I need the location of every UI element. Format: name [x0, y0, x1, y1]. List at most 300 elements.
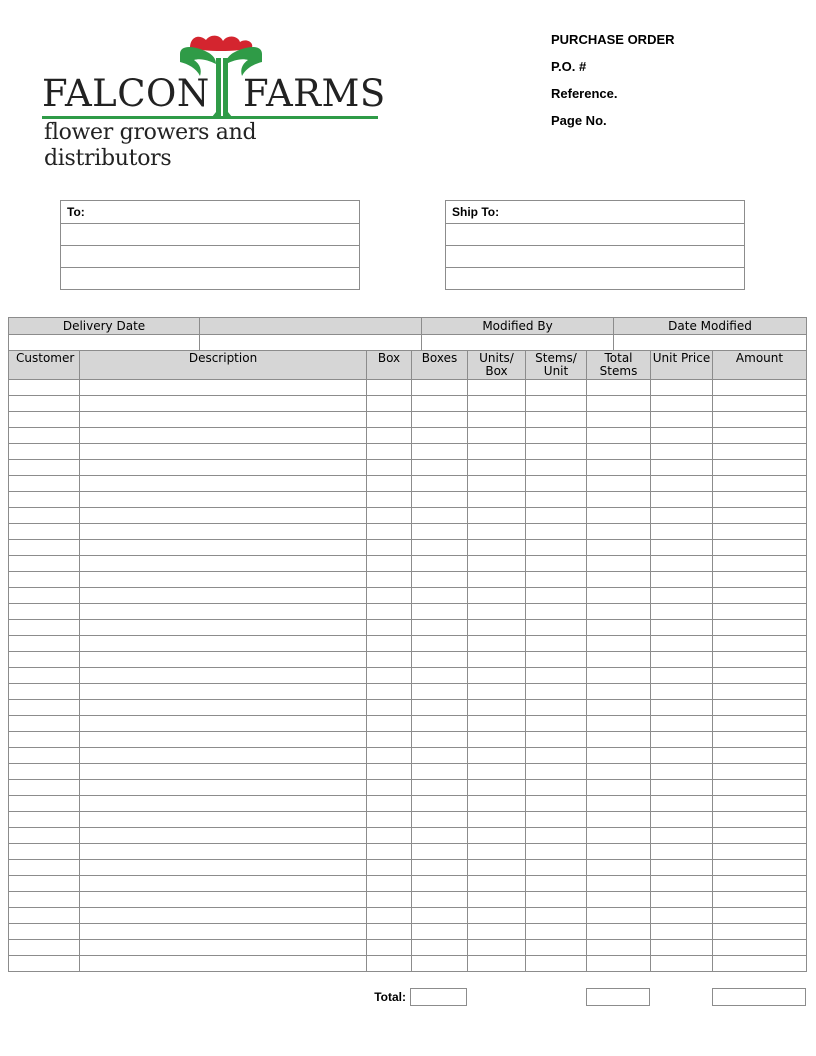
- table-cell-box[interactable]: [367, 924, 412, 940]
- table-cell-description[interactable]: [80, 572, 367, 588]
- table-cell-units-per-box[interactable]: [468, 652, 526, 668]
- table-cell-total-stems[interactable]: [587, 716, 651, 732]
- table-cell-stems-per-unit[interactable]: [526, 812, 587, 828]
- table-cell-boxes[interactable]: [412, 764, 468, 780]
- table-cell-unit-price[interactable]: [651, 700, 713, 716]
- table-cell-amount[interactable]: [713, 508, 807, 524]
- table-cell-customer[interactable]: [9, 460, 80, 476]
- table-cell-stems-per-unit[interactable]: [526, 924, 587, 940]
- table-cell-box[interactable]: [367, 828, 412, 844]
- table-cell-description[interactable]: [80, 684, 367, 700]
- table-cell-unit-price[interactable]: [651, 876, 713, 892]
- table-cell-box[interactable]: [367, 444, 412, 460]
- table-cell-total-stems[interactable]: [587, 492, 651, 508]
- table-cell-boxes[interactable]: [412, 940, 468, 956]
- table-cell-units-per-box[interactable]: [468, 908, 526, 924]
- table-cell-stems-per-unit[interactable]: [526, 412, 587, 428]
- table-cell-total-stems[interactable]: [587, 508, 651, 524]
- table-cell-customer[interactable]: [9, 572, 80, 588]
- table-cell-boxes[interactable]: [412, 476, 468, 492]
- table-cell-amount[interactable]: [713, 924, 807, 940]
- table-cell-boxes[interactable]: [412, 460, 468, 476]
- table-cell-stems-per-unit[interactable]: [526, 748, 587, 764]
- table-cell-customer[interactable]: [9, 908, 80, 924]
- table-cell-units-per-box[interactable]: [468, 940, 526, 956]
- delivery-date-field[interactable]: [9, 335, 200, 351]
- table-cell-customer[interactable]: [9, 876, 80, 892]
- table-cell-total-stems[interactable]: [587, 652, 651, 668]
- table-cell-total-stems[interactable]: [587, 524, 651, 540]
- table-cell-total-stems[interactable]: [587, 572, 651, 588]
- table-cell-description[interactable]: [80, 924, 367, 940]
- table-cell-box[interactable]: [367, 652, 412, 668]
- table-cell-boxes[interactable]: [412, 684, 468, 700]
- table-cell-box[interactable]: [367, 540, 412, 556]
- table-cell-amount[interactable]: [713, 588, 807, 604]
- table-cell-stems-per-unit[interactable]: [526, 492, 587, 508]
- table-cell-description[interactable]: [80, 508, 367, 524]
- table-cell-boxes[interactable]: [412, 428, 468, 444]
- table-cell-total-stems[interactable]: [587, 588, 651, 604]
- table-cell-box[interactable]: [367, 620, 412, 636]
- table-cell-unit-price[interactable]: [651, 620, 713, 636]
- table-cell-customer[interactable]: [9, 620, 80, 636]
- table-cell-boxes[interactable]: [412, 956, 468, 972]
- table-cell-units-per-box[interactable]: [468, 460, 526, 476]
- table-cell-customer[interactable]: [9, 412, 80, 428]
- table-cell-boxes[interactable]: [412, 668, 468, 684]
- table-cell-box[interactable]: [367, 956, 412, 972]
- table-cell-units-per-box[interactable]: [468, 476, 526, 492]
- table-cell-box[interactable]: [367, 748, 412, 764]
- table-cell-unit-price[interactable]: [651, 636, 713, 652]
- table-cell-amount[interactable]: [713, 460, 807, 476]
- table-cell-boxes[interactable]: [412, 412, 468, 428]
- table-cell-stems-per-unit[interactable]: [526, 508, 587, 524]
- table-cell-box[interactable]: [367, 524, 412, 540]
- table-cell-description[interactable]: [80, 492, 367, 508]
- table-cell-units-per-box[interactable]: [468, 748, 526, 764]
- table-cell-stems-per-unit[interactable]: [526, 684, 587, 700]
- table-cell-boxes[interactable]: [412, 620, 468, 636]
- table-cell-unit-price[interactable]: [651, 780, 713, 796]
- table-cell-customer[interactable]: [9, 796, 80, 812]
- table-cell-total-stems[interactable]: [587, 668, 651, 684]
- table-cell-stems-per-unit[interactable]: [526, 604, 587, 620]
- table-cell-description[interactable]: [80, 460, 367, 476]
- table-cell-box[interactable]: [367, 892, 412, 908]
- table-cell-box[interactable]: [367, 796, 412, 812]
- table-cell-units-per-box[interactable]: [468, 796, 526, 812]
- table-cell-customer[interactable]: [9, 428, 80, 444]
- table-cell-customer[interactable]: [9, 604, 80, 620]
- table-cell-customer[interactable]: [9, 956, 80, 972]
- table-cell-customer[interactable]: [9, 780, 80, 796]
- table-cell-amount[interactable]: [713, 444, 807, 460]
- table-cell-description[interactable]: [80, 716, 367, 732]
- table-cell-boxes[interactable]: [412, 812, 468, 828]
- table-cell-unit-price[interactable]: [651, 748, 713, 764]
- table-cell-unit-price[interactable]: [651, 796, 713, 812]
- table-cell-units-per-box[interactable]: [468, 556, 526, 572]
- table-cell-box[interactable]: [367, 716, 412, 732]
- table-cell-total-stems[interactable]: [587, 764, 651, 780]
- table-cell-total-stems[interactable]: [587, 892, 651, 908]
- table-cell-amount[interactable]: [713, 492, 807, 508]
- table-cell-unit-price[interactable]: [651, 444, 713, 460]
- table-cell-description[interactable]: [80, 556, 367, 572]
- to-address-line[interactable]: [61, 223, 359, 245]
- table-cell-unit-price[interactable]: [651, 668, 713, 684]
- table-cell-total-stems[interactable]: [587, 620, 651, 636]
- table-cell-amount[interactable]: [713, 860, 807, 876]
- table-cell-unit-price[interactable]: [651, 492, 713, 508]
- table-cell-unit-price[interactable]: [651, 572, 713, 588]
- table-cell-stems-per-unit[interactable]: [526, 540, 587, 556]
- table-cell-boxes[interactable]: [412, 396, 468, 412]
- table-cell-description[interactable]: [80, 796, 367, 812]
- table-cell-unit-price[interactable]: [651, 684, 713, 700]
- table-cell-total-stems[interactable]: [587, 540, 651, 556]
- table-cell-boxes[interactable]: [412, 492, 468, 508]
- table-cell-boxes[interactable]: [412, 924, 468, 940]
- table-cell-total-stems[interactable]: [587, 908, 651, 924]
- table-cell-units-per-box[interactable]: [468, 668, 526, 684]
- table-cell-customer[interactable]: [9, 764, 80, 780]
- ship-to-address-line[interactable]: [446, 267, 744, 289]
- table-cell-description[interactable]: [80, 876, 367, 892]
- table-cell-stems-per-unit[interactable]: [526, 668, 587, 684]
- table-cell-units-per-box[interactable]: [468, 828, 526, 844]
- table-cell-stems-per-unit[interactable]: [526, 444, 587, 460]
- table-cell-customer[interactable]: [9, 860, 80, 876]
- table-cell-description[interactable]: [80, 700, 367, 716]
- table-cell-unit-price[interactable]: [651, 764, 713, 780]
- table-cell-customer[interactable]: [9, 892, 80, 908]
- table-cell-description[interactable]: [80, 940, 367, 956]
- table-cell-amount[interactable]: [713, 940, 807, 956]
- table-cell-unit-price[interactable]: [651, 524, 713, 540]
- table-cell-units-per-box[interactable]: [468, 924, 526, 940]
- table-cell-amount[interactable]: [713, 748, 807, 764]
- to-address-line[interactable]: [61, 245, 359, 267]
- table-cell-description[interactable]: [80, 428, 367, 444]
- total-boxes-field[interactable]: [410, 988, 467, 1006]
- table-cell-stems-per-unit[interactable]: [526, 588, 587, 604]
- table-cell-box[interactable]: [367, 428, 412, 444]
- table-cell-box[interactable]: [367, 700, 412, 716]
- table-cell-customer[interactable]: [9, 636, 80, 652]
- table-cell-description[interactable]: [80, 444, 367, 460]
- table-cell-description[interactable]: [80, 412, 367, 428]
- table-cell-units-per-box[interactable]: [468, 508, 526, 524]
- table-cell-customer[interactable]: [9, 732, 80, 748]
- table-cell-description[interactable]: [80, 380, 367, 396]
- table-cell-unit-price[interactable]: [651, 652, 713, 668]
- table-cell-units-per-box[interactable]: [468, 636, 526, 652]
- table-cell-amount[interactable]: [713, 796, 807, 812]
- table-cell-units-per-box[interactable]: [468, 588, 526, 604]
- table-cell-amount[interactable]: [713, 956, 807, 972]
- table-cell-box[interactable]: [367, 556, 412, 572]
- table-cell-stems-per-unit[interactable]: [526, 796, 587, 812]
- table-cell-amount[interactable]: [713, 620, 807, 636]
- table-cell-units-per-box[interactable]: [468, 876, 526, 892]
- table-cell-amount[interactable]: [713, 828, 807, 844]
- table-cell-unit-price[interactable]: [651, 892, 713, 908]
- table-cell-customer[interactable]: [9, 652, 80, 668]
- table-cell-customer[interactable]: [9, 444, 80, 460]
- date-modified-field[interactable]: [614, 335, 807, 351]
- table-cell-units-per-box[interactable]: [468, 428, 526, 444]
- table-cell-description[interactable]: [80, 828, 367, 844]
- table-cell-unit-price[interactable]: [651, 940, 713, 956]
- table-cell-units-per-box[interactable]: [468, 444, 526, 460]
- table-cell-description[interactable]: [80, 668, 367, 684]
- table-cell-units-per-box[interactable]: [468, 572, 526, 588]
- table-cell-amount[interactable]: [713, 572, 807, 588]
- table-cell-boxes[interactable]: [412, 716, 468, 732]
- table-cell-units-per-box[interactable]: [468, 844, 526, 860]
- table-cell-stems-per-unit[interactable]: [526, 524, 587, 540]
- table-cell-total-stems[interactable]: [587, 812, 651, 828]
- table-cell-box[interactable]: [367, 396, 412, 412]
- table-cell-customer[interactable]: [9, 380, 80, 396]
- table-cell-amount[interactable]: [713, 604, 807, 620]
- table-cell-box[interactable]: [367, 460, 412, 476]
- table-cell-unit-price[interactable]: [651, 956, 713, 972]
- table-cell-box[interactable]: [367, 876, 412, 892]
- table-cell-description[interactable]: [80, 396, 367, 412]
- table-cell-stems-per-unit[interactable]: [526, 908, 587, 924]
- table-cell-total-stems[interactable]: [587, 876, 651, 892]
- table-cell-amount[interactable]: [713, 428, 807, 444]
- table-cell-amount[interactable]: [713, 380, 807, 396]
- table-cell-units-per-box[interactable]: [468, 380, 526, 396]
- table-cell-box[interactable]: [367, 508, 412, 524]
- table-cell-description[interactable]: [80, 732, 367, 748]
- table-cell-customer[interactable]: [9, 844, 80, 860]
- table-cell-total-stems[interactable]: [587, 428, 651, 444]
- table-cell-description[interactable]: [80, 652, 367, 668]
- table-cell-unit-price[interactable]: [651, 924, 713, 940]
- table-cell-stems-per-unit[interactable]: [526, 716, 587, 732]
- table-cell-amount[interactable]: [713, 700, 807, 716]
- table-cell-stems-per-unit[interactable]: [526, 764, 587, 780]
- table-cell-unit-price[interactable]: [651, 508, 713, 524]
- table-cell-customer[interactable]: [9, 700, 80, 716]
- table-cell-unit-price[interactable]: [651, 412, 713, 428]
- table-cell-customer[interactable]: [9, 588, 80, 604]
- table-cell-boxes[interactable]: [412, 588, 468, 604]
- table-cell-total-stems[interactable]: [587, 556, 651, 572]
- table-cell-total-stems[interactable]: [587, 956, 651, 972]
- table-cell-unit-price[interactable]: [651, 476, 713, 492]
- table-cell-description[interactable]: [80, 780, 367, 796]
- table-cell-total-stems[interactable]: [587, 924, 651, 940]
- table-cell-description[interactable]: [80, 524, 367, 540]
- table-cell-stems-per-unit[interactable]: [526, 556, 587, 572]
- table-cell-amount[interactable]: [713, 556, 807, 572]
- table-cell-amount[interactable]: [713, 844, 807, 860]
- table-cell-units-per-box[interactable]: [468, 860, 526, 876]
- table-cell-customer[interactable]: [9, 828, 80, 844]
- table-cell-box[interactable]: [367, 908, 412, 924]
- table-cell-unit-price[interactable]: [651, 732, 713, 748]
- table-cell-description[interactable]: [80, 748, 367, 764]
- table-cell-boxes[interactable]: [412, 876, 468, 892]
- table-cell-boxes[interactable]: [412, 700, 468, 716]
- to-address-line[interactable]: [61, 267, 359, 289]
- table-cell-units-per-box[interactable]: [468, 732, 526, 748]
- table-cell-units-per-box[interactable]: [468, 956, 526, 972]
- table-cell-units-per-box[interactable]: [468, 620, 526, 636]
- table-cell-units-per-box[interactable]: [468, 700, 526, 716]
- table-cell-stems-per-unit[interactable]: [526, 428, 587, 444]
- table-cell-customer[interactable]: [9, 748, 80, 764]
- table-cell-amount[interactable]: [713, 684, 807, 700]
- table-cell-total-stems[interactable]: [587, 460, 651, 476]
- table-cell-boxes[interactable]: [412, 860, 468, 876]
- table-cell-stems-per-unit[interactable]: [526, 380, 587, 396]
- table-cell-boxes[interactable]: [412, 844, 468, 860]
- table-cell-boxes[interactable]: [412, 732, 468, 748]
- table-cell-total-stems[interactable]: [587, 636, 651, 652]
- table-cell-box[interactable]: [367, 636, 412, 652]
- table-cell-customer[interactable]: [9, 492, 80, 508]
- table-cell-boxes[interactable]: [412, 540, 468, 556]
- table-cell-customer[interactable]: [9, 684, 80, 700]
- table-cell-amount[interactable]: [713, 764, 807, 780]
- table-cell-stems-per-unit[interactable]: [526, 892, 587, 908]
- table-cell-box[interactable]: [367, 780, 412, 796]
- table-cell-description[interactable]: [80, 620, 367, 636]
- table-cell-stems-per-unit[interactable]: [526, 828, 587, 844]
- table-cell-stems-per-unit[interactable]: [526, 876, 587, 892]
- table-cell-customer[interactable]: [9, 924, 80, 940]
- table-cell-unit-price[interactable]: [651, 604, 713, 620]
- table-cell-boxes[interactable]: [412, 508, 468, 524]
- table-cell-unit-price[interactable]: [651, 428, 713, 444]
- table-cell-total-stems[interactable]: [587, 476, 651, 492]
- table-cell-units-per-box[interactable]: [468, 396, 526, 412]
- table-cell-unit-price[interactable]: [651, 860, 713, 876]
- table-cell-customer[interactable]: [9, 812, 80, 828]
- meta-blank-field[interactable]: [200, 335, 422, 351]
- table-cell-total-stems[interactable]: [587, 732, 651, 748]
- table-cell-units-per-box[interactable]: [468, 524, 526, 540]
- table-cell-stems-per-unit[interactable]: [526, 780, 587, 796]
- table-cell-boxes[interactable]: [412, 444, 468, 460]
- table-cell-customer[interactable]: [9, 668, 80, 684]
- table-cell-boxes[interactable]: [412, 780, 468, 796]
- table-cell-total-stems[interactable]: [587, 380, 651, 396]
- table-cell-box[interactable]: [367, 572, 412, 588]
- table-cell-description[interactable]: [80, 588, 367, 604]
- table-cell-boxes[interactable]: [412, 636, 468, 652]
- table-cell-customer[interactable]: [9, 476, 80, 492]
- table-cell-box[interactable]: [367, 844, 412, 860]
- table-cell-stems-per-unit[interactable]: [526, 476, 587, 492]
- table-cell-total-stems[interactable]: [587, 796, 651, 812]
- total-stems-field[interactable]: [586, 988, 650, 1006]
- table-cell-customer[interactable]: [9, 524, 80, 540]
- table-cell-total-stems[interactable]: [587, 828, 651, 844]
- table-cell-box[interactable]: [367, 492, 412, 508]
- table-cell-amount[interactable]: [713, 412, 807, 428]
- table-cell-box[interactable]: [367, 668, 412, 684]
- table-cell-stems-per-unit[interactable]: [526, 844, 587, 860]
- table-cell-amount[interactable]: [713, 668, 807, 684]
- table-cell-boxes[interactable]: [412, 908, 468, 924]
- table-cell-units-per-box[interactable]: [468, 780, 526, 796]
- table-cell-total-stems[interactable]: [587, 748, 651, 764]
- table-cell-amount[interactable]: [713, 812, 807, 828]
- table-cell-description[interactable]: [80, 604, 367, 620]
- table-cell-description[interactable]: [80, 812, 367, 828]
- table-cell-unit-price[interactable]: [651, 460, 713, 476]
- table-cell-amount[interactable]: [713, 540, 807, 556]
- table-cell-stems-per-unit[interactable]: [526, 636, 587, 652]
- table-cell-stems-per-unit[interactable]: [526, 620, 587, 636]
- table-cell-total-stems[interactable]: [587, 412, 651, 428]
- table-cell-boxes[interactable]: [412, 748, 468, 764]
- table-cell-box[interactable]: [367, 476, 412, 492]
- table-cell-unit-price[interactable]: [651, 812, 713, 828]
- table-cell-customer[interactable]: [9, 556, 80, 572]
- table-cell-units-per-box[interactable]: [468, 412, 526, 428]
- table-cell-unit-price[interactable]: [651, 556, 713, 572]
- table-cell-unit-price[interactable]: [651, 844, 713, 860]
- ship-to-address-line[interactable]: [446, 245, 744, 267]
- table-cell-amount[interactable]: [713, 876, 807, 892]
- table-cell-total-stems[interactable]: [587, 684, 651, 700]
- table-cell-boxes[interactable]: [412, 524, 468, 540]
- table-cell-boxes[interactable]: [412, 380, 468, 396]
- table-cell-boxes[interactable]: [412, 796, 468, 812]
- table-cell-amount[interactable]: [713, 396, 807, 412]
- table-cell-total-stems[interactable]: [587, 396, 651, 412]
- table-cell-units-per-box[interactable]: [468, 892, 526, 908]
- table-cell-amount[interactable]: [713, 636, 807, 652]
- table-cell-units-per-box[interactable]: [468, 764, 526, 780]
- table-cell-customer[interactable]: [9, 508, 80, 524]
- table-cell-boxes[interactable]: [412, 892, 468, 908]
- table-cell-description[interactable]: [80, 860, 367, 876]
- table-cell-customer[interactable]: [9, 540, 80, 556]
- table-cell-units-per-box[interactable]: [468, 684, 526, 700]
- table-cell-description[interactable]: [80, 476, 367, 492]
- table-cell-unit-price[interactable]: [651, 828, 713, 844]
- table-cell-unit-price[interactable]: [651, 716, 713, 732]
- table-cell-box[interactable]: [367, 860, 412, 876]
- modified-by-field[interactable]: [422, 335, 614, 351]
- table-cell-box[interactable]: [367, 812, 412, 828]
- table-cell-description[interactable]: [80, 844, 367, 860]
- table-cell-stems-per-unit[interactable]: [526, 732, 587, 748]
- table-cell-stems-per-unit[interactable]: [526, 940, 587, 956]
- table-cell-unit-price[interactable]: [651, 380, 713, 396]
- table-cell-amount[interactable]: [713, 476, 807, 492]
- table-cell-stems-per-unit[interactable]: [526, 860, 587, 876]
- table-cell-customer[interactable]: [9, 396, 80, 412]
- table-cell-unit-price[interactable]: [651, 540, 713, 556]
- table-cell-box[interactable]: [367, 732, 412, 748]
- table-cell-total-stems[interactable]: [587, 700, 651, 716]
- table-cell-box[interactable]: [367, 380, 412, 396]
- table-cell-amount[interactable]: [713, 524, 807, 540]
- table-cell-total-stems[interactable]: [587, 444, 651, 460]
